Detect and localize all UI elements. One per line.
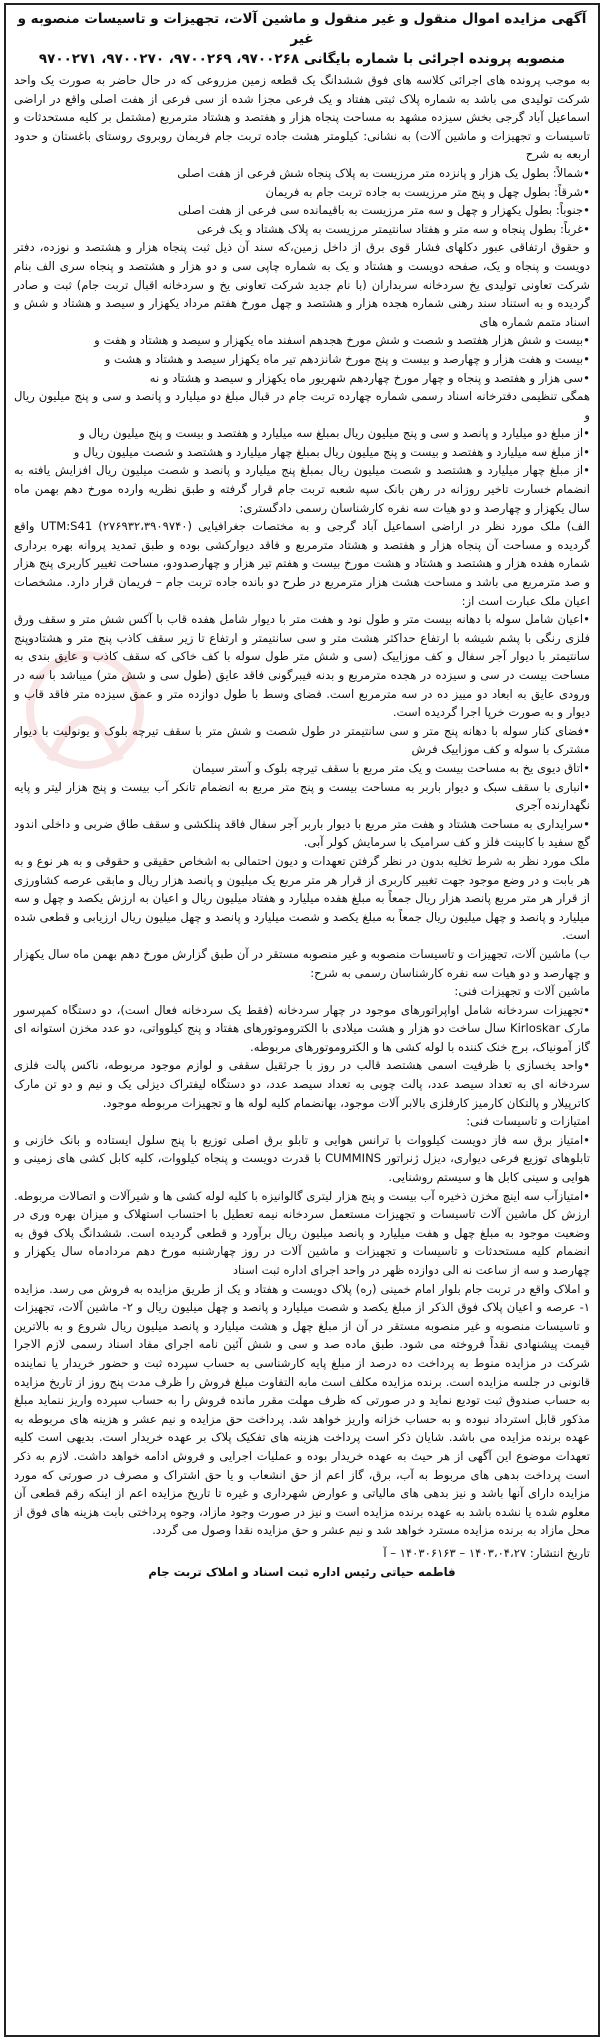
- notice-paragraph: و املاک واقع در تربت جام بلوار امام خمینی (ره) پلاک دویست و هفتاد و یک از طریق مزایده به فروش می رسد. مزایده ۱- عرصه و اعیان پلاک فوق الذکر از مبلغ یکصد و شصت میلیارد و پانصد و چهل میلیون ریال و ۲- ماشین آلات، تجهیزات و تاسیسات منصوبه و غیر منصوبه مستقر در آن از مبلغ چهل و هشت میلیارد و پانصد میلیون ریال شروع و به بالاترین قیمت پیشنهادی نقداً فروخته می شود. طبق ماده صد و سی و شش آئین نامه اجرای مفاد اسناد رسمی لازم الاجرا شرکت در مزایده منوط به پرداخت ده درصد از مبلغ پایه کارشناسی به حساب سپرده ثبت و حضور خریدار یا نماینده قانونی در جلسه مزایده است. برنده مزایده مکلف است مابه التفاوت مبلغ فروش را ظرف مدت پنج روز از تاریخ مزایده به حساب صندوق ثبت تودیع نماید و در صورتی که ظرف مهلت مقرر مانده فروش را به حساب سپرده واریز ننماید مبلغ مذکور قابل استرداد نبوده و به حساب خزانه واریز خواهد شد. پرداخت حق مزایده و نیم عشر و هزینه های مربوطه به عهده برنده مزایده می باشد. شایان ذکر است پرداخت هزینه های تفکیک پلاک بر عهده خریدار است. بدیهی است کلیه تعهدات موضوع این آگهی از هر حیث به عهده خریدار بوده و عملیات اجرایی و فروش ادامه خواهد داشت. لازم به ذکر است پرداخت بدهی های مربوط به آب، برق، گاز اعم از حق انشعاب و یا حق اشتراک و مصرف در صورتی که مورد مزایده دارای آنها باشد و نیز بدهی های مالیاتی و عوارض شهرداری و غیره تا تاریخ مزایده اعم از اینکه رقم قطعی آن معلوم شده یا نشده باشد به عهده برنده مزایده است و نیز در صورت وجود مازاد، وجوه پرداختی بابت هزینه های فوق از محل مازاد به برنده مزایده مسترد خواهد شد و نیم عشر و حق مزایده نقدا وصول می گردد.: [14, 1281, 590, 1538]
- notice-paragraph: ب) ماشین آلات، تجهیزات و تاسیسات منصوبه و غیر منصوبه مستقر در آن طبق گزارش مورخ دهم بهمن ماه سال یکهزار و چهارصد و دو هیات سه نفره کارشناسان رسمی به شرح:: [14, 946, 590, 980]
- notice-paragraph: همگی تنظیمی دفترخانه اسناد رسمی شماره چهارده تربت جام در قبال مبلغ دو میلیارد و پانصد و سی و پنج میلیون ریال و: [14, 389, 590, 422]
- notice-paragraph: •سی هزار و هفتصد و پنجاه و چهار مورخ چهاردهم شهریور ماه یکهزار و سیصد و هشتاد و نه: [149, 370, 590, 385]
- notice-paragraph: ماشین آلات و تجهیزات فنی:: [454, 984, 590, 999]
- notice-paragraph: •شرقاً: بطول چهل و پنج متر مرزیست به جاده تربت جام به فریمان: [265, 184, 590, 199]
- signature-line: فاطمه حیاتی رئیس اداره ثبت اسناد و املاک تربت جام: [148, 1564, 456, 1579]
- notice-paragraph: •شمالاً: بطول یک هزار و پانزده متر مرزیست به پلاک پنجاه شش فرعی از هفت اصلی: [177, 165, 590, 180]
- notice-title: [14, 9, 590, 69]
- notice-paragraph: •از مبلغ دو میلیارد و پانصد و سی و پنج میلیون ریال بمبلغ سه میلیارد و هفتصد و بیست و پنج میلیون ریال و: [79, 426, 590, 441]
- notice-paragraph: ملک مورد نظر به شرط تخلیه بدون در نظر گرفتن تعهدات و دیون احتمالی به اشخاص حقیقی و حقوقی و به هر نوع و به هر بابت و در وضع موجود جهت تغییر کاربری از قرار هر متر مربع یک میلیون و پانصد هزار ریال و مابقی عرصه کشاورزی از قرار هر متر مربع پانصد هزار ریال جمعاً به مبلغ هفده میلیارد و هفتاد میلیون ریال و اعیان به ارزش یکصد و چهل و سه میلیارد و پانصد و چهل میلیون ریال جمعاً به مبلغ یکصد و شصت میلیارد و پانصد و چهل میلیون ریال ارزیابی و قطعی شده است.: [14, 853, 590, 943]
- notice-paragraph: امتیازات و تاسیسات فنی:: [466, 1114, 590, 1129]
- title-line-1: آگهی مزایده اموال منقول و غیر منقول و ماشین آلات، تجهیزات و تاسیسات منصوبه و غیر: [17, 11, 587, 47]
- auction-notice: [4, 3, 600, 2037]
- notice-paragraph: •واحد یخسازی با ظرفیت اسمی هشتصد قالب در روز با جرثقیل سقفی و لوازم موجود مربوطه، ناکس پالت فلزی سردخانه ای به تعداد سیصد عدد، پالت چوبی به تعداد سیصد عدد، دو دستگاه لیفتراک دیزلی یک و نیم و دو تن مارک کاترپیلار و پالتکان کارمیز کارفلزی بالابر آلات موجود، بهانضمام کلیه لوله ها و تجهیزات مربوطه موجود.: [14, 1058, 590, 1110]
- notice-paragraph: •اعیان شامل سوله با دهانه بیست متر و طول نود و هفت متر با دیوار شامل هفده قاب با آکس شش متر و سقف ورق فلزی رنگی با پشم شیشه با ارتفاع حداکثر هشت متر و سی سانتیمتر و ارتفاع تا زیر سقف کاذب پنج متر و هشتادوپنج سانتیمتر با دیوار آجر سفال و کف موزاییک (سی و شش متر طول سوله با کف خاکی که سقف کاذب و عایق بندی به مساحت بیست در سی و سیزده در هجده مترمربع و بدنه فیبرگونی فاقد عایق (طول سی و شش متر) میباشد با سه در ورودی عایق به ابعاد دو مییز ده در سه مترمربع است. فضای وسط با طول دوازده متر و عمق سیزده متر فاقد قاب و دیوار و به صورت خرپا اجرا گردیده است.: [14, 612, 590, 720]
- notice-paragraph: •غرباً: بطول پنجاه و سه متر و هفتاد سانتیمتر مرزیست به پلاک هشتاد و یک فرعی: [196, 221, 590, 236]
- notice-paragraph: •از مبلغ چهار میلیارد و هشتصد و شصت میلیون ریال بمبلغ پنج میلیارد و پانصد و شصت میلیون ریال افزایش یافته به انضمام خسارت تاخیر روزانه در رهن بانک سپه شعبه تربت جام قرار گرفته و طبق نظریه وارده مورخ دهم بهمن ماه سال یکهزار و چهارصد و دو هیات سه نفره کارشناسان رسمی دادگستری:: [14, 463, 590, 515]
- notice-paragraph: •جنوباً: بطول یکهزار و چهل و سه متر مرزیست به باقیمانده سی فرعی از هفت اصلی: [178, 203, 590, 218]
- notice-paragraph: •امتیاز برق سه فاز دویست کیلووات با ترانس هوایی و تابلو برق اصلی توزیع با پنج سلول ایستاده و بانک خازنی و تابلوهای توزیع فرعی دیواری، دیزل ژنراتور CUMMINS با قدرت دویست و پنجاه کیلووات، کلیه کابل کشی های زمینی و هوایی و سینی کابل ها و سیستم روشنایی.: [14, 1132, 590, 1185]
- publish-date: تاریخ انتشار: ۱۴۰۳،۰۴،۲۷ – ۱۴۰۳۰۶۱۶۳ – آ: [383, 1545, 590, 1560]
- notice-paragraph: •بیست و هفت هزار و چهارصد و بیست و پنج مورخ شانزدهم تیر ماه یکهزار سیصد و هشتاد و هشت و: [104, 351, 590, 366]
- notice-paragraph: •اتاق دیوی یخ به مساحت بیست و یک متر مربع با سقف تیرچه بلوک و آستر سیمان: [192, 760, 590, 775]
- notice-paragraph: به موجب پرونده های اجرائی کلاسه های فوق ششدانگ یک قطعه زمین مزروعی که در حال حاضر به صورت یک واحد شرکت تولیدی می باشد به شماره پلاک ثبتی هفتاد و یک فرعی مجزا شده از سی فرعی از هفت اصلی واقع در اراضی اسماعیل آباد گرجی بخش سیزده مشهد به مساحت پنجاه هزار و هفتصد و هشتاد مترمربع (مشتمل بر کلیه مستحدثات و تاسیسات و تجهیزات و ماشین آلات) به نشانی: کیلومتر هشت جاده تربت جام فریمان روبروی روستای باغستان و حدود اربعه به شرح: [14, 73, 590, 162]
- notice-paragraph: •انباری با سقف سبک و دیوار باربر به مساحت بیست و پنج متر مربع به انضمام تانکر آب بیست و پنج هزار لیتر و پایه نگهدارنده آجری: [14, 779, 590, 813]
- notice-paragraph: •سرایداری به مساحت هشتاد و هفت متر مربع با دیوار باربر آجر سفال فاقد پنلکشی و سقف طاق ضربی و داخلی اندود گچ سفید با کابینت فلز و کف سرامیک با سرمایش کولر آبی.: [14, 816, 590, 850]
- notice-paragraph: •امتیازآب سه اینچ مخزن ذخیره آب بیست و پنج هزار لیتری گالوانیزه با کلیه لوله کشی ها و شیرآلات و اتصالات مربوطه. ارزش کل ماشین آلات تاسیسات و تجهیزات مستعمل سردخانه نیمه تعطیل با احتساب استهلاک و میزان بهره وری در وضعیت موجود به مبلغ چهل و هفت میلیارد و پانصد میلیون ریال برآورد و قطعی گردیده است. ششدانگ پلاک فوق به انضمام کلیه مستحدثات و تاسیسات و تجهیزات و ماشین آلات در روز چهارشنبه مورخ دهم مردادماه سال یکهزار و چهارصد و سه از ساعت نه الی دوازده ظهر در واحد اجرای اداره ثبت اسناد: [14, 1188, 590, 1277]
- notice-paragraph: •بیست و شش هزار هفتصد و شصت و شش مورخ هجدهم اسفند ماه یکهزار و سیصد و هشتاد و هفت و: [94, 333, 590, 348]
- notice-paragraph: •تجهیزات سردخانه شامل اواپراتورهای موجود در چهار سردخانه (فقط یک سردخانه فعال است)، دو دستگاه کمپرسور مارک Kirloskar سال ساخت دو هزار و هشت میلادی با الکتروموتورهای هفتاد و پنج کیلوواتی، دو عدد مخزن استوانه ای گاز آمونیاک، برج خنک کننده با لوله کشی ها و الکتروموتورهای مربوطه.: [14, 1002, 591, 1054]
- notice-paragraph: •فضای کنار سوله با دهانه پنج متر و سی سانتیمتر در طول شصت و شش متر با سقف تیرچه بلوک و یونولیت با دیوار مشترک با سوله و کف موزاییک فرش: [14, 723, 590, 757]
- notice-body: [14, 71, 590, 1540]
- notice-paragraph: الف) ملک مورد نظر در اراضی اسماعیل آباد گرجی و به مختصات جغرافیایی (۲۷۶۹۳۲،۳۹۰۹۷۴۰) UTM:S41 واقع گردیده و مساحت آن پنجاه هزار و هفتصد و هشتاد مترمربع و فاقد دیوارکشی بوده و طبق تمدید پروانه بهره برداری شماره هفده هزار و هشتصد و هشتاد و هشت مورخ بیست و هفتم تیر هزار و چهارصدودو، مساحت تغییر کاربری پنج هزار و صد مترمربع می باشد و مساحت هشت هزار مترمربع در طرح دو بانده جاده تربت جام – فریمان قرار دارد. مشخصات اعیان ملک عبارت است از:: [14, 519, 591, 608]
- title-line-2: منصوبه پرونده اجرائی با شماره بایگانی ۹۷۰۰۲۶۸، ۹۷۰۰۲۶۹، ۹۷۰۰۲۷۰، ۹۷۰۰۲۷۱: [38, 51, 566, 67]
- notice-paragraph: •از مبلغ سه میلیارد و هفتصد و بیست و پنج میلیون ریال بمبلغ چهار میلیارد و هشتصد و شصت میلیون ریال و: [73, 444, 590, 459]
- notice-paragraph: و حقوق ارتفاقی عبور دکلهای فشار قوی برق از داخل زمین،که سند آن ذیل ثبت پنجاه هزار و هشتصد و نوزده، دفتر دویست و پنجاه و یک، صفحه دویست و هشتاد و یک به شماره چاپی سی و دو هزار و هشتصد و پنجاه سری الف بنام شرکت تعاونی تولیدی یخ سردخانه سربداران (با نام جدید شرکت تعاونی یخ و سردخانه اقبال تربت جام) ثبت و صادر گردیده و به استناد سند رهنی شماره هجده هزار و هشتصد و چهل مورخ هفتم مرداد یکهزار و سیصد و هشتاد و شش و اسناد متمم شماره های: [14, 240, 590, 329]
- notice-footer: [14, 1544, 590, 1581]
